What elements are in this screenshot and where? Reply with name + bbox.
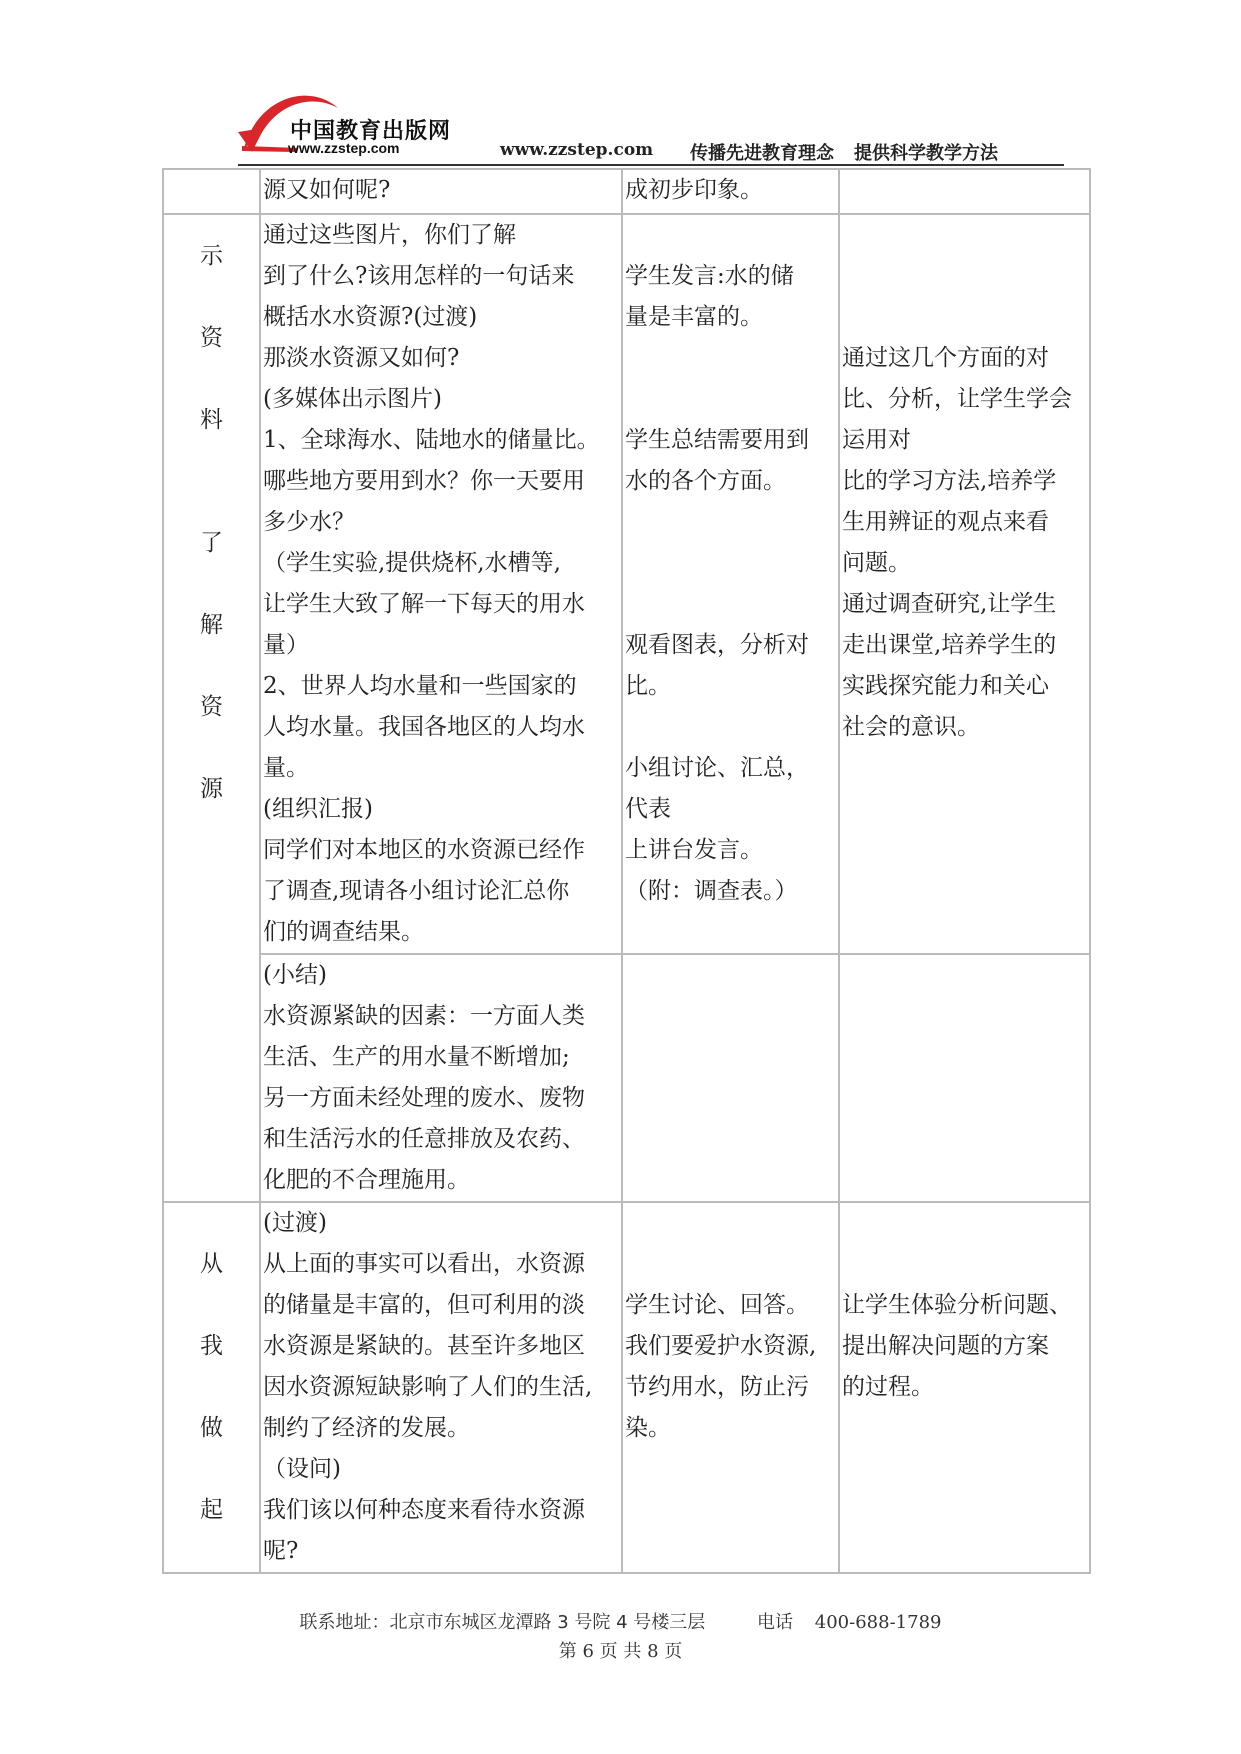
text-line: 量） <box>263 632 309 658</box>
text-line: 运用对 <box>842 427 911 453</box>
text-line: 到了什么?该用怎样的一句话来 <box>263 263 575 289</box>
text-line <box>625 584 836 625</box>
text-line: （附：调查表。） <box>625 878 798 904</box>
text-line <box>842 1244 1087 1285</box>
text-line: 源又如何呢? <box>263 177 391 203</box>
text-line: 量。 <box>263 755 309 781</box>
text-line: 了调查,现请各小组讨论汇总你 <box>263 878 570 904</box>
text-line: 让学生体验分析问题、 <box>842 1292 1072 1318</box>
teacher-activity-cell <box>260 169 622 214</box>
text-line: 提出解决问题的方案 <box>842 1333 1049 1359</box>
text-line: 化肥的不合理施用。 <box>263 1167 470 1193</box>
text-line: 比。 <box>625 673 671 699</box>
text-line: 让学生大致了解一下每天的用水 <box>263 591 585 617</box>
text-line: 问题。 <box>842 550 911 576</box>
student-activity-cell <box>622 954 839 1202</box>
text-line: 因水资源短缺影响了人们的生活, <box>263 1374 593 1400</box>
text-line: 生用辨证的观点来看 <box>842 509 1049 535</box>
text-line: 水的各个方面。 <box>625 468 786 494</box>
text-line <box>842 256 1087 297</box>
text-line: 量是丰富的。 <box>625 304 763 330</box>
page-footer <box>0 1608 1241 1634</box>
text-line: 社会的意识。 <box>842 714 980 740</box>
text-line: （设问) <box>263 1456 341 1482</box>
text-line: 的过程。 <box>842 1374 934 1400</box>
text-line: 1、全球海水、陆地水的储量比。 <box>263 427 600 453</box>
header-divider <box>238 164 1064 166</box>
text-line: (过渡) <box>263 1210 327 1236</box>
text-line: 的储量是丰富的，但可利用的淡 <box>263 1292 585 1318</box>
text-line: 节约用水，防止污 <box>625 1374 809 1400</box>
contact-address: 联系地址：北京市东城区龙潭路 3 号院 4 号楼三层 <box>299 1612 706 1633</box>
text-line: 代表 <box>625 796 671 822</box>
lesson-plan-table <box>162 168 1091 1574</box>
slogan-part-1: 传播先进教育理念 <box>690 143 834 164</box>
text-line: 实践探究能力和关心 <box>842 673 1049 699</box>
text-line: 哪些地方要用到水？你一天要用 <box>263 468 585 494</box>
section-title-cell <box>163 1202 260 1573</box>
text-line: 我们要爱护水资源, <box>625 1333 817 1359</box>
teacher-activity-cell <box>260 1202 622 1573</box>
text-line: 通过调查研究,让学生 <box>842 591 1057 617</box>
text-line: (小结) <box>263 962 327 988</box>
section-char: 了 <box>200 530 223 556</box>
text-line <box>842 297 1087 338</box>
text-line: 通过这几个方面的对 <box>842 345 1049 371</box>
design-intent-cell <box>839 954 1090 1202</box>
text-line <box>842 215 1087 256</box>
text-line: 和生活污水的任意排放及农药、 <box>263 1126 585 1152</box>
student-activity-cell <box>622 169 839 214</box>
section-cell <box>163 169 260 214</box>
text-line <box>625 338 836 379</box>
text-line: 成初步印象。 <box>625 177 763 203</box>
publisher-logo[interactable] <box>238 88 452 160</box>
text-line <box>625 707 836 748</box>
text-line: 学生发言:水的储 <box>625 263 794 289</box>
teacher-activity-cell <box>260 214 622 954</box>
text-line: 人均水量。我国各地区的人均水 <box>263 714 585 740</box>
text-line: 观看图表，分析对 <box>625 632 809 658</box>
text-line: 概括水水资源?(过渡) <box>263 304 478 330</box>
section-char: 资 <box>200 325 223 351</box>
design-intent-cell <box>839 169 1090 214</box>
table-row <box>163 214 1090 954</box>
section-char: 起 <box>200 1497 223 1523</box>
text-line: 通过这些图片，你们了解 <box>263 222 516 248</box>
text-line: 染。 <box>625 1415 671 1441</box>
text-line: 水资源是紧缺的。甚至许多地区 <box>263 1333 585 1359</box>
text-line: 走出课堂,培养学生的 <box>842 632 1057 658</box>
text-line: 2、世界人均水量和一些国家的 <box>263 673 577 699</box>
teacher-activity-cell <box>260 954 622 1202</box>
text-line: 从上面的事实可以看出，水资源 <box>263 1251 585 1277</box>
design-intent-cell <box>839 214 1090 954</box>
phone-label: 电话 <box>757 1612 794 1633</box>
text-line: 另一方面未经处理的废水、废物 <box>263 1085 585 1111</box>
section-char: 源 <box>200 776 223 802</box>
phone-number: 400-688-1789 <box>814 1612 942 1633</box>
section-title-cell <box>163 214 260 1202</box>
text-line: (组织汇报) <box>263 796 373 822</box>
text-line <box>625 1203 836 1244</box>
section-char: 解 <box>200 612 223 638</box>
text-line: 多少水？ <box>263 509 355 535</box>
text-line: 制约了经济的发展。 <box>263 1415 470 1441</box>
section-char: 资 <box>200 694 223 720</box>
section-char: 料 <box>200 407 223 433</box>
table-row <box>163 954 1090 1202</box>
text-line <box>625 543 836 584</box>
table-row <box>163 1202 1090 1573</box>
text-line: 同学们对本地区的水资源已经作 <box>263 837 585 863</box>
text-line: （学生实验,提供烧杯,水槽等, <box>263 550 561 576</box>
text-line <box>625 215 836 256</box>
section-char: 我 <box>200 1333 223 1359</box>
text-line <box>625 1244 836 1285</box>
text-line: 上讲台发言。 <box>625 837 763 863</box>
design-intent-cell <box>839 1202 1090 1573</box>
student-activity-cell <box>622 1202 839 1573</box>
text-line: 小组讨论、汇总， <box>625 755 809 781</box>
text-line <box>625 502 836 543</box>
text-line: 生活、生产的用水量不断增加; <box>263 1044 570 1070</box>
text-line: 学生总结需要用到 <box>625 427 809 453</box>
text-line: 比、分析，让学生学会 <box>842 386 1072 412</box>
text-line: 呢? <box>263 1538 299 1564</box>
text-line: 们的调查结果。 <box>263 919 424 945</box>
text-line <box>625 379 836 420</box>
text-line: (多媒体出示图片) <box>263 386 442 412</box>
logo-url-text: www.zzstep.com <box>288 140 400 156</box>
text-line: 比的学习方法,培养学 <box>842 468 1057 494</box>
slogan-part-2: 提供科学教学方法 <box>854 143 998 164</box>
section-char: 从 <box>200 1251 223 1277</box>
header-slogan <box>690 139 1018 165</box>
student-activity-cell <box>622 214 839 954</box>
page-number: 第 6 页 共 8 页 <box>558 1641 683 1662</box>
text-line: 那淡水资源又如何? <box>263 345 460 371</box>
text-line: 学生讨论、回答。 <box>625 1292 809 1318</box>
page-header <box>0 0 1241 170</box>
table-row <box>163 169 1090 214</box>
text-line: 我们该以何种态度来看待水资源 <box>263 1497 585 1523</box>
site-url[interactable]: www.zzstep.com <box>500 140 654 160</box>
logo-chinese-text: 中国教育出版网 <box>290 118 452 144</box>
section-char: 示 <box>200 243 223 269</box>
section-char: 做 <box>200 1415 223 1441</box>
text-line: 水资源紧缺的因素：一方面人类 <box>263 1003 585 1029</box>
text-line <box>842 1203 1087 1244</box>
